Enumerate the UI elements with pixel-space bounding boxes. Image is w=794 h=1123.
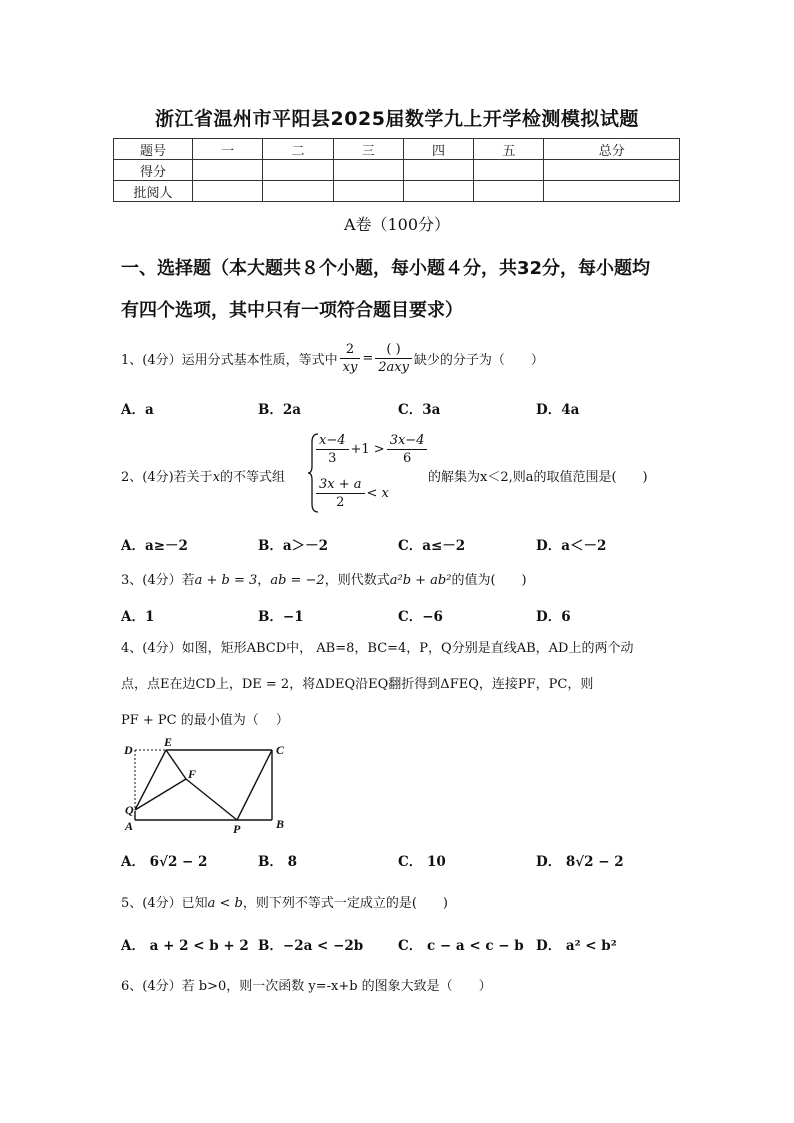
table-header-cell: 题号 <box>114 139 193 160</box>
option-c: C． c − a < c − b <box>398 938 524 954</box>
option-a: A． 6√2 − 2 <box>121 854 208 870</box>
table-row <box>114 160 680 181</box>
score-cell <box>193 160 263 181</box>
score-cell <box>263 160 333 181</box>
table-header-row <box>114 139 680 160</box>
question-4-line2: 点，点E在边CD上，DE = 2，将ΔDEQ沿EQ翻折得到ΔFEQ，连接PF，PC，则 <box>121 677 594 692</box>
question-text: ， <box>257 573 271 588</box>
score-cell <box>193 181 263 202</box>
denominator: 3 <box>328 451 337 466</box>
question-2-prefix <box>121 466 285 485</box>
score-cell <box>333 160 403 181</box>
equals-sign: = <box>362 350 374 366</box>
option-d: D．4a <box>536 402 580 418</box>
question-4-line3: PF + PC 的最小值为（ ） <box>121 713 289 728</box>
math-expr: ab = −2 <box>270 573 325 588</box>
section-heading-line1: 一、选择题（本大题共８个小题，每小题４分，共32分，每小题均 <box>121 258 651 279</box>
score-cell <box>333 181 403 202</box>
option-c: C．3a <box>398 402 441 418</box>
question-text: 的值为( ) <box>451 573 527 588</box>
option-d: D． a² < b² <box>536 938 617 954</box>
inequality-2 <box>314 476 389 511</box>
question-4-line1: 4、(4分）如图，矩形ABCD中， AB=8，BC=4，P，Q分别是直线AB，AD上的两个动 <box>121 641 634 656</box>
option-b: B． 8 <box>258 854 298 870</box>
numerator: 2 <box>340 341 361 359</box>
math-expr: a < b <box>207 896 243 911</box>
label-d: D <box>124 743 133 757</box>
table-row <box>114 181 680 202</box>
question-text: 的不等式组 <box>220 470 286 485</box>
denominator: 6 <box>402 451 412 466</box>
table-row-label: 得分 <box>114 160 193 181</box>
page-title: 浙江省温州市平阳县2025届数学九上开学检测模拟试题 <box>155 108 639 130</box>
score-cell <box>263 181 333 202</box>
option-b: B．2a <box>258 402 302 418</box>
operator: +1 > <box>350 442 385 457</box>
label-e: E <box>164 735 173 749</box>
table-header-cell: 四 <box>403 139 473 160</box>
math-expr: a²b + ab² <box>389 573 452 588</box>
score-cell <box>403 160 473 181</box>
fraction <box>387 432 428 467</box>
score-table <box>113 138 680 202</box>
math-expr: a + b = 3 <box>194 573 258 588</box>
question-text: 2、(4分)若关于 <box>121 470 213 485</box>
score-cell <box>544 181 680 202</box>
numerator: x−4 <box>316 432 349 450</box>
score-cell <box>403 181 473 202</box>
question-3 <box>121 569 527 588</box>
option-a: A．a≥－2 <box>121 538 188 554</box>
label-b: B <box>276 817 285 831</box>
question-text: 5、(4分）已知 <box>121 896 208 911</box>
question-text: ，则下列不等式一定成立的是( ) <box>242 896 449 911</box>
fraction <box>375 341 412 376</box>
table-header-cell: 一 <box>193 139 263 160</box>
fraction <box>340 341 361 376</box>
denominator: 2 <box>336 495 345 510</box>
denominator: xy <box>342 359 358 375</box>
question-2-suffix: 的解集为x＜2,则a的取值范围是( ) <box>428 470 648 485</box>
table-header-cell: 总分 <box>544 139 680 160</box>
question-5 <box>121 892 448 911</box>
score-cell <box>474 160 544 181</box>
option-a: A． a + 2 < b + 2 <box>121 938 249 954</box>
label-a: A <box>125 819 134 833</box>
question-text: ，则代数式 <box>324 573 390 588</box>
score-cell <box>474 181 544 202</box>
label-q: Q <box>125 803 134 817</box>
numerator: 3x + a <box>316 476 365 494</box>
operator: < x <box>366 486 389 501</box>
table-header-cell: 二 <box>263 139 333 160</box>
denominator: 2axy <box>378 359 409 375</box>
question-text: 3、(4分）若 <box>121 573 195 588</box>
option-c: C． 10 <box>398 854 446 870</box>
option-a: A．a <box>121 402 154 418</box>
volume-heading: A卷（100分） <box>343 215 451 234</box>
label-f: F <box>188 767 197 781</box>
question-text: 1、(4分）运用分式基本性质，等式中 <box>121 352 338 368</box>
option-b: B．−2a < −2b <box>258 938 364 954</box>
question-6: 6、(4分）若 b>0，则一次函数 y=-x+b 的图象大致是（ ） <box>121 979 492 994</box>
question-1 <box>121 338 544 378</box>
label-p: P <box>233 822 241 836</box>
section-heading-line2: 有四个选项，其中只有一项符合题目要求） <box>121 300 463 321</box>
question-text: 缺少的分子为（ ） <box>413 352 544 368</box>
fraction <box>316 432 349 467</box>
option-c: C．a≤－2 <box>398 538 466 554</box>
table-header-cell: 五 <box>474 139 544 160</box>
option-d: D．6 <box>536 609 571 625</box>
option-c: C．−6 <box>398 609 443 625</box>
label-c: C <box>276 743 285 757</box>
option-b: B．a＞－2 <box>258 538 329 554</box>
inequality-1 <box>314 432 429 467</box>
option-b: B．−1 <box>258 609 304 625</box>
numerator: 3x−4 <box>387 432 428 450</box>
rectangle-figure <box>118 734 298 838</box>
option-d: D．a＜－2 <box>536 538 607 554</box>
table-header-cell: 三 <box>333 139 403 160</box>
table-row-label: 批阅人 <box>114 181 193 202</box>
fraction <box>316 476 365 511</box>
option-d: D． 8√2 − 2 <box>536 854 624 870</box>
numerator: ( ) <box>375 341 412 359</box>
variable: x <box>212 470 221 485</box>
score-cell <box>544 160 680 181</box>
option-a: A．1 <box>121 609 155 625</box>
